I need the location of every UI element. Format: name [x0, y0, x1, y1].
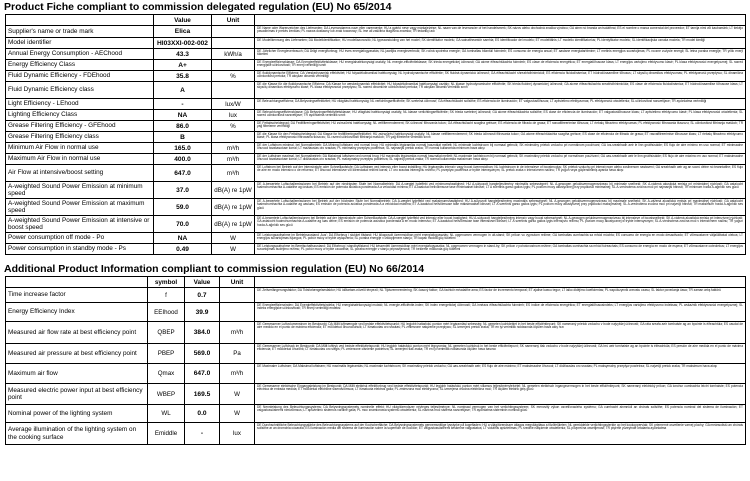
- row-label: Fluid Dynamic Efficiency class: [6, 82, 154, 99]
- additional-row: [6, 303, 746, 322]
- fiche-row: [6, 143, 746, 154]
- row-translations: DE Nennleistung des Beleuchtungssystems; DA Belysningssystemets nominelle effekt; HU világítórendszer névleges teljesítménye; NL nominaal vermogen van het verlichtingssysteem; SK menovitý výkon osvetľovacieho systému; GA cumhacht ainmniúil an chórais soilsithe; ES potencia nominal del sistema de iluminación; ET valgustussüsteemi nimivõimsus; LT apšvietimo sistemos vardinė galia; PL moc znamionowa systemu oświetlenia; SL nazivna moč sistema razsvetljave; TR aydınlatma sisteminin nominal gücü: [255, 405, 746, 423]
- row-translations: DE A-bewertete Luftschallemissionen bei Betrieb auf der niedrigsten Stufe bei Normalbetrieb; DA A-vægtet lydeffekt ved minimumshastighed; HU A-súlyozott hangteljesítmény minimális sebességnél; NL A-gewogen geluidsvermogensniveau bij minimale snelheid; SK A-vážená akustická emisia pri minimálnej rýchlosti; GA astaíocht fuaimchumhachta A-ualaithe ag íosluas; ES emisión de potencia acústica ponderada A a velocidad mínima; ET A-kaalutud helivõimsuse tase minimaalsel kiirusel; LT A svertinis garso galios lygis; PL poziom mocy akustycznej przy prędkości minimalnej; SL A-vrednotena zvočna moč pri najmanjši hitrosti; TR minimum hızda A-ağırlıklı ses gücü: [255, 182, 746, 199]
- row-translations: DE fluiddynamische Effizienz; DA Væskedynamisk effektivitet; HU folyadékdinamikai hatékonyság; NL hydrodynamische efficiëntie; SK fluidná dynamická účinnosť; GA éifeachtúlacht shreabhdhinimiciúil; ES eficiencia fluidodinámica; ET hüdrodünaamiline tõhusus; LT skysčių dinamikos efektyvumas; PL efektywność przepływu; SL dinamična učinkovitost pretoka; TR akışkan dinamik verimliliği: [255, 71, 746, 82]
- row-value: 647.0: [154, 165, 212, 182]
- row-value: HI03XXI-002-002: [154, 38, 212, 49]
- row-unit: [212, 26, 255, 38]
- additional-row: [6, 322, 746, 344]
- fiche-row: [6, 26, 746, 38]
- row-unit: [220, 288, 255, 303]
- row-translations: DE Energieeffizienzklasse; DA Energieeffektivitetsklasse; HU energiahatékonysági osztály; NL energie-efficiëntieklasse; SK trieda energetickej účinnosti; GA aicme éifeachtúlachta fuinnimh; ES clase de eficiencia energética; ET energiatõhususe klass; LT energijos vartojimo efektyvumo klasė; PL klasa efektywności energetycznej; SL razred energijske učinkovitosti; TR enerji verimliliği sınıfı: [255, 60, 746, 71]
- row-value: -: [154, 99, 212, 110]
- row-translations: DE Leistungsaufnahme im Bereitschaftszustand; DA Elforbrug i standbytilstand; HU készenléti üzemmódban mért energiafogyasztás; NL opgenomen vermogen in stand-by; SK príkon v pohotovostnom režime; GA tomhaltas cumhachta sa mhód fuireachais; ES consumo de energía en modo de espera; ET võimsustarve ooteolekus; LT energijos suvartojimas budėjimo režimu; PL pobór mocy w trybie czuwania; SL poraba energije v stanju pripravljenosti; TR bekleme modunda güç tüketimi: [255, 244, 746, 255]
- row-value: 59.0: [154, 199, 212, 216]
- row-value: 39.9: [185, 303, 220, 322]
- fiche-row: [6, 82, 746, 99]
- row-value: 569.0: [185, 344, 220, 364]
- row-label: Minimum Air Flow in normal use: [6, 143, 154, 154]
- header-blank: [6, 15, 154, 26]
- row-symbol: WL: [148, 405, 185, 423]
- row-label: A-weighted Sound Power Emission at maximum speed: [6, 199, 154, 216]
- row-translations: DE Gemessener Luftdruck im Bestpunkt; DA Målt lufttryk ved bedste effektivitetspunkt; HU legjobb hatásfokú ponton mért légnyomás; NL gemeten luchtdruk in het beste efficiëntiepunt; SK nameraný tlak vzduchu v bode najvyššej účinnosti; GA brú aeir tomhaiste ag an bpointe is éifeachtúla; ES presión de aire medida en el punto de máxima eficiencia; ET mõõdetud õhurõhk; LT išmatuotas oro slėgis; PL zmierzone ciśnienie powietrza; SL izmerjeni tlak zraka; TR en iyi verimlilik noktasında ölçülen hava basıncı: [255, 344, 746, 364]
- row-unit: %: [212, 121, 255, 132]
- row-label: Measured air pressure at best efficiency point: [6, 344, 148, 364]
- fiche-row: [6, 38, 746, 49]
- row-symbol: Emiddle: [148, 423, 185, 445]
- row-value: 169.5: [185, 384, 220, 405]
- row-translations: DE Maximaler Luftstrom; DA Maksimal luftstrøm; HU maximális légáramlás; NL maximale luchtstroom; SK maximálny prietok vzduchu; GA uas-sreabhadh aeir; ES flujo de aire máximo; ET maksimaalne õhuvool; LT didžiausias oro srautas; PL maksymalny przepływ powietrza; SL največji pretok zraka; TR maksimum hava akışı: [255, 364, 746, 384]
- row-label: Power consumption in standby mode - Ps: [6, 244, 154, 255]
- row-unit: [212, 60, 255, 71]
- row-unit: m³/h: [212, 165, 255, 182]
- fiche-row: [6, 182, 746, 199]
- row-value: 86.0: [154, 121, 212, 132]
- row-label: Annual Energy Consumption - AEChood: [6, 49, 154, 60]
- row-label: Fluid Dynamic Efficiency - FDEhood: [6, 71, 154, 82]
- row-translations: DE Gemessener Luftvolumenstrom im Bestpunkt; DA Målt luftmængde ved bedste effektivitetspunkt; HU legjobb hatásfokú ponton mért légáramlási sebesség; NL gemeten luchtdebiet in het beste efficiëntiepunt; SK nameraný prietok vzduchu v bode najvyššej účinnosti; GA ráta sreafa aeir tomhaiste ag an bpointe is éifeachtúla; ES caudal de aire medido en el punto de máxima eficiencia; ET mõõdetud õhuvooluhulk; LT išmatuotas oro srautas; PL zmierzone natężenie przepływu; SL izmerjeni pretok zraka; TR en iyi verimlilik noktasında ölçülen hava akış hızı: [255, 322, 746, 344]
- row-value: 400.0: [154, 154, 212, 165]
- additional-row: [6, 288, 746, 303]
- fiche-row: [6, 99, 746, 110]
- additional-row: [6, 364, 746, 384]
- row-value: 384.0: [185, 322, 220, 344]
- row-translations: DE Jährlicher Energieverbrauch; DA Årligt energiforbrug; HU éves energiafogyasztás; NL jaarlijks energieverbruik; SK ročná spotreba energie; GA tomhaltas bliantúil fuinnimh; ES consumo de energía anual; ET aastane energiatarbimine; LT metinis energijos suvartojimas; PL roczne zużycie energii; SL letna poraba energije; TR yıllık enerji tüketimi: [255, 49, 746, 60]
- row-value: 70.0: [154, 216, 212, 233]
- row-value: Elica: [154, 26, 212, 38]
- row-symbol: QBEP: [148, 322, 185, 344]
- row-translations: DE Durchschnittliche Beleuchtungsstärke des Beleuchtungssystems auf der Kochoberfläche; DA Belysningssystemets gennemsnitlige lysstyrke på kogefladen; HU a világítórendszer átlagos megvilágítása a főzőfelületen; NL gemiddelde verlichtingssterkte op het kookoppervlak; SK priemerné osvetlenie varnej plochy; GA meánsoilsiú an chórais soilsithe ar an dromchla cócarála; ES iluminación media del sistema de iluminación sobre la superficie de cocción; ET valgustussüsteemi keskmine valgustatus; LT vidutinis apšvietimas; PL średnie natężenie oświetlenia; SL povprečna osvetljenost; TR pişirme yüzeyinde ortalama aydınlatma: [255, 423, 746, 445]
- row-unit: Pa: [220, 344, 255, 364]
- row-label: Energy Efficiency Index: [6, 303, 148, 322]
- row-value: B: [154, 132, 212, 143]
- header-value: Value: [185, 277, 220, 288]
- row-label: Lighting Efficiency Class: [6, 110, 154, 121]
- header-blank-desc: [255, 277, 746, 288]
- row-label: Grease Filtering Efficiency class: [6, 132, 154, 143]
- row-unit: m³/h: [212, 143, 255, 154]
- fiche-row: [6, 110, 746, 121]
- row-unit: W: [212, 233, 255, 244]
- row-unit: m³/h: [220, 322, 255, 344]
- header-blank-desc: [255, 15, 746, 26]
- fiche-row: [6, 165, 746, 182]
- fiche-row: [6, 154, 746, 165]
- row-unit: [220, 303, 255, 322]
- row-unit: lux: [220, 423, 255, 445]
- row-label: Energy Efficiency Class: [6, 60, 154, 71]
- fiche-row: [6, 60, 746, 71]
- header-value: Value: [154, 15, 212, 26]
- row-unit: dB(A) re 1pW: [212, 199, 255, 216]
- fiche-row: [6, 121, 746, 132]
- row-value: 647.0: [185, 364, 220, 384]
- row-translations: DE Luftstrom bei Betrieb auf der Intensivstufe oder Schnelllaufstufe; DA Luftstrøm ved intensiv eller boost indstilling; HU légáramlás intenzív vagy boost üzemmódban; NL luchtstroom in de intensieve of boostmodus; SK prietok vzduchu pri intenzívnom alebo zosilnenom nastavení; GA sreabhadh aeir ag an socrú déine nó teanntaithe; ES flujo de aire en modo intensivo o de refuerzo; ET õhuvool intensiivse või kiirendatud režiimi korral; LT oro srautas intensyviu režimu; PL przepływ powietrza w trybie intensywnym; SL pretok zraka v intenzivnem načinu; TR yoğun veya güçlendirilmiş ayarda hava akışı: [255, 165, 746, 182]
- table-header-row: [6, 277, 746, 288]
- row-unit: m³/h: [220, 364, 255, 384]
- row-translations: DE Beleuchtungseffizienz; DA Belysningseffektivitet; HU világítási hatékonyság; NL verlichtingsefficiëntie; SK svetelná účinnosť; GA éifeachtúlacht soilsithe; ES eficiencia de iluminación; ET valgustustõhusus; LT apšvietimo efektyvumas; PL efektywność oświetlenia; SL učinkovitost razsvetljave; TR aydınlatma verimliliği: [255, 99, 746, 110]
- row-symbol: WBEP: [148, 384, 185, 405]
- row-label: A-weighted Sound Power Emission at intensive or boost speed: [6, 216, 154, 233]
- fiche-row: [6, 71, 746, 82]
- additional-row: [6, 344, 746, 364]
- row-label: Light Efficiency - LEhood: [6, 99, 154, 110]
- row-unit: W: [212, 244, 255, 255]
- fiche-row: [6, 244, 746, 255]
- fiche-row: [6, 49, 746, 60]
- row-unit: lux/W: [212, 99, 255, 110]
- row-symbol: PBEP: [148, 344, 185, 364]
- table-header-row: [6, 15, 746, 26]
- row-value: A: [154, 82, 212, 99]
- row-label: Power consumption off mode - Po: [6, 233, 154, 244]
- row-label: Model identifier: [6, 38, 154, 49]
- row-value: NA: [154, 110, 212, 121]
- fiche-title: Product Fiche compliant to commission delegated regulation (EU) No 65/2014: [4, 1, 392, 13]
- row-translations: DE A-bewertete Luftschallemissionen bei Betrieb auf der Intensivstufe oder Schnelllaufstufe; DA A-vægtet lydeffekt ved intensiv eller boost hastighed; HU A-súlyozott hangteljesítmény intenzív vagy boost sebességnél; NL A-gewogen geluidsvermogensniveau bij intensieve of boostsnelheid; SK A-vážená akustická emisia pri intenzívnej rýchlosti; GA astaíocht fuaimchumhachta A-ualaithe ag luas déine; ES emisión de potencia acústica ponderada A en modo intensivo; ET A-kaalutud helivõimsuse tase intensiivsel kiirusel; LT A svertinis garso galios lygis intensyviu režimu; PL poziom mocy akustycznej w trybie intensywnym; SL A-vrednotena zvočna moč v intenzivnem načinu; TR yoğun hızda A-ağırlıklı ses gücü: [255, 216, 746, 233]
- header-blank: [6, 277, 148, 288]
- row-label: Measured electric power input at best efficiency point: [6, 384, 148, 405]
- row-translations: DE Leistungsaufnahme im Betriebszustand ‚Aus'; DA Elforbrug i slukket tilstand; HU kikapcsolt üzemmódban mért energiafogyasztás; NL opgenomen vermogen in uit-stand; SK príkon vo vypnutom režime; GA tomhaltas cumhachta sa mhód múchta; ES consumo de energía en modo desactivado; ET võimsustarve väljalülitatud olekus; LT energijos suvartojimas išjungus; PL pobór mocy w trybie wyłączenia; SL poraba energije v izklopljenem stanju; TR kapalı modda güç tüketimi: [255, 233, 746, 244]
- row-unit: kWh/a: [212, 49, 255, 60]
- row-unit: %: [212, 71, 255, 82]
- fiche-row: [6, 132, 746, 143]
- row-value: 0.7: [185, 288, 220, 303]
- additional-info-title: Additional Product Information compliant to commission regulation (EU) No 66/2014: [4, 263, 425, 275]
- row-value: NA: [154, 233, 212, 244]
- header-unit: Unit: [212, 15, 255, 26]
- row-label: Supplier's name or trade mark: [6, 26, 154, 38]
- row-unit: [212, 132, 255, 143]
- header-symbol: symbol: [148, 277, 185, 288]
- row-value: 0.49: [154, 244, 212, 255]
- row-translations: DE Energieeffizienzindex; DA Energieffektivitetsindeks; HU energiahatékonysági mutató; NL energie-efficiëntie-index; SK index energetickej účinnosti; GA innéacs éifeachtúlachta fuinnimh; ES índice de eficiencia energética; ET energiatõhususindeks; LT energijos vartojimo efektyvumo indeksas; PL wskaźnik efektywności energetycznej; SL indeks energijske učinkovitosti; TR enerji verimliliği endeksi: [255, 303, 746, 322]
- row-unit: dB(A) re 1pW: [212, 182, 255, 199]
- row-value: 37.0: [154, 182, 212, 199]
- row-label: Maximum air flow: [6, 364, 148, 384]
- row-label: Nominal power of the lighting system: [6, 405, 148, 423]
- row-label: Average illumination of the lighting system on the cooking surface: [6, 423, 148, 445]
- row-value: 43.3: [154, 49, 212, 60]
- row-unit: [212, 38, 255, 49]
- row-translations: DE A-bewertete Luftschallemissionen bei Betrieb auf der höchsten Stufe bei Normalbetrieb; DA A-vægtet lydeffekt ved maksimumshastighed; HU A-súlyozott hangteljesítmény maximális sebességnél; NL A-gewogen geluidsvermogensniveau bij maximale snelheid; SK A-vážená akustická emisia pri maximálnej rýchlosti; GA astaíocht fuaimchumhachta A-ualaithe ag uasluas; ES emisión de potencia acústica ponderada A a velocidad máxima; ET A-kaalutud helivõimsuse tase maksimaalsel kiirusel; LT A svertinis garso galios lygis; PL poziom mocy akustycznej przy prędkości maksymalnej; SL A-vrednotena zvočna moč pri največji hitrosti; TR maksimum hızda A-ağırlıklı ses gücü: [255, 199, 746, 216]
- row-translations: DE Name oder Warenzeichen des Lieferanten; DA Leverandørens navn eller varemærke; HU a gyártó neve vagy márkajelzése; NL naam van de leverancier of het handelsmerk; SK názov alebo obchodná značka výrobcu; GA ainm nó branda an tsoláthraí; ES el nombre o marca comercial del proveedor; ET tarnija nimi või kaubamärk; LT tiekėjo pavadinimas ir prekės ženklas; PL nazwa dostawcy lub znak towarowy; SL ime ali zaščitna blagovna znamka; TR tedarikçi adı: [255, 26, 746, 38]
- row-unit: dB(A) re 1pW: [212, 216, 255, 233]
- row-symbol: Qmax: [148, 364, 185, 384]
- row-label: Maximum Air Flow in normal use: [6, 154, 154, 165]
- row-translations: DE Modellkennung des Lieferanten; DA Modelidentifikation; HU modellazonosító; NL typeaanduiding van het model; SK identifikátor modelu; GA sainaitheantóir samhla; ES identificador del modelo; ET mudelitähis; LT modelio identifikatorius; PL identyfikator modelu; SL identifikacijska oznaka modela; TR model kimliği: [255, 38, 746, 49]
- row-label: A-weighted Sound Power Emission at minimum speed: [6, 182, 154, 199]
- row-translations: DE Beleuchtungseffizienzklasse; DA Belysningseffektivitetsklasse; HU világítási hatékonysági osztály; NL klasse verlichtingsefficiëntie; SK trieda svetelnej účinnosti; GA aicme éifeachtúlachta soilsithe; ES clase de eficiencia de iluminación; ET valgustustõhususe klass; LT apšvietimo efektyvumo klasė; PL klasa efektywności oświetlenia; SL razred učinkovitosti razsvetljave; TR aydınlatma verimlilik sınıfı: [255, 110, 746, 121]
- additional-row: [6, 405, 746, 423]
- row-symbol: EEIhood: [148, 303, 185, 322]
- row-translations: DE die Klasse für den Fettabscheidegrad; DA Klasse for fedtfiltreringseffektivitet; HU zsírszűrési hatékonysági osztály; NL klasse vetfilterrendement; SK trieda účinnosti filtrovania tukov; GA aicme éifeachtúlachta scagtha gréisce; ES clase de eficiencia de filtrado de grasa; ET rasvafiltreerimise tõhususe klass; LT riebalų filtravimo efektyvumo klasė; PL klasa efektywności filtrowania tłuszczu; SL razred učinkovitosti filtriranja maščob; TR yağ filtreleme verimlilik sınıfı: [255, 132, 746, 143]
- row-unit: lux: [212, 110, 255, 121]
- row-value: 165.0: [154, 143, 212, 154]
- row-unit: [212, 82, 255, 99]
- header-unit: Unit: [220, 277, 255, 288]
- additional-row: [6, 423, 746, 445]
- row-label: Air Flow at intensive/boost setting: [6, 165, 154, 182]
- row-symbol: f: [148, 288, 185, 303]
- row-label: Time increase factor: [6, 288, 148, 303]
- row-label: Measured air flow rate at best efficiency point: [6, 322, 148, 344]
- row-translations: DE Gemessene elektrische Eingangsleistung im Bestpunkt; DA Målt elektrisk effektforbrug ved bedste effektivitetspunkt; HU legjobb hatásfokú ponton mért villamos teljesítményfelvétel; NL gemeten elektrisch ingangsvermogen in het beste efficiëntiepunt; SK nameraný elektrický príkon; GA ionchur cumhachta leictrí tomhaiste; ES potencia eléctrica de entrada medida; ET mõõdetud elektriline sisendvõimsus; LT išmatuota elektros galia; PL zmierzona moc elektryczna; SL izmerjena vhodna električna moč; TR ölçülen elektrik giriş gücü: [255, 384, 746, 405]
- row-translations: DE Zeitverlängerungsfaktor; DA Tidsforlængelsesfaktor; HU időtartam-növelő tényező; NL Tijdsvermeerdering; SK časový faktor; GA fachtóir méadaithe ama; ES factor de incremento temporal; ET ajalise kasvu tegur; LT laiko didėjimo koeficientas; PL współczynnik wzrostu czasu; SL faktor povečanja časa; TR zaman artış faktörü: [255, 288, 746, 303]
- row-unit: m³/h: [212, 154, 255, 165]
- additional-row: [6, 384, 746, 405]
- row-translations: DE Fettabscheidegrad; DA Fedtfiltreringseffektivitet; HU zsírszűrési hatékonyság; NL vetfilterrendement; SK účinnosť filtrovania tukov; GA éifeachtúlacht scagtha gréisce; ES eficiencia de filtrado de grasa; ET rasvafiltreerimise tõhusus; LT riebalų filtravimo efektyvumas; PL efektywność filtrowania tłuszczu; SL učinkovitost filtriranja maščob; TR yağ filtreleme verimliliği: [255, 121, 746, 132]
- row-unit: W: [220, 384, 255, 405]
- row-translations: DE die Klasse für die fluiddynamische Effizienz; DA Klasse for væskedynamisk effektivitet; HU folyadékdinamikai hatékonysági osztály; NL klasse hydrodynamische efficiëntie; SK trieda fluidnej dynamickej účinnosti; GA aicme éifeachtúlachta sreabhdhinimiciúla; ES clase de eficiencia fluidodinámica; ET hüdrodünaamilise tõhususe klass; LT skysčių dinamikos efektyvumo klasė; PL klasa efektywności przepływu; SL razred dinamične učinkovitosti pretoka; TR akışkan dinamik verimlilik sınıfı: [255, 82, 746, 99]
- row-translations: DE der Luftstrom minimal, bei Normalbetrieb; DA Minimal luftstrøm ved normal brug; HU minimális légáramlás normál használat mellett; NL minimale luchtstroom bij normaal gebruik; SK minimálny prietok vzduchu pri normálnom používaní; GA íos-sreabhadh aeir le linn gnáthúsáide; ES flujo de aire mínimo en uso normal; ET minimaalne õhuvool tavakasutuse korral; LT mažiausias oro srautas; PL minimalny przepływ powietrza; SL najmanjši pretok zraka; TR normal kullanımda minimum hava akışı: [255, 143, 746, 154]
- additional-info-table: [5, 276, 746, 445]
- fiche-row: [6, 216, 746, 233]
- product-fiche-table: [5, 14, 746, 255]
- row-value: 35.8: [154, 71, 212, 82]
- row-value: A+: [154, 60, 212, 71]
- row-translations: DE der Luftstrom maximal, bei Normalbetrieb; DA Maksimal luftstrøm ved normal brug; HU maximális légáramlás normál használat mellett; NL maximale luchtstroom bij normaal gebruik; SK maximálny prietok vzduchu pri normálnom používaní; GA uas-sreabhadh aeir le linn gnáthúsáide; ES flujo de aire máximo en uso normal; ET maksimaalne õhuvool tavakasutuse korral; LT didžiausias oro srautas; PL maksymalny przepływ powietrza; SL največji pretok zraka; TR normal kullanımda maksimum hava akışı: [255, 154, 746, 165]
- row-value: 0.0: [185, 405, 220, 423]
- row-label: Grease Filtering Efficiency - GFEhood: [6, 121, 154, 132]
- fiche-row: [6, 199, 746, 216]
- row-value: -: [185, 423, 220, 445]
- row-unit: W: [220, 405, 255, 423]
- fiche-row: [6, 233, 746, 244]
